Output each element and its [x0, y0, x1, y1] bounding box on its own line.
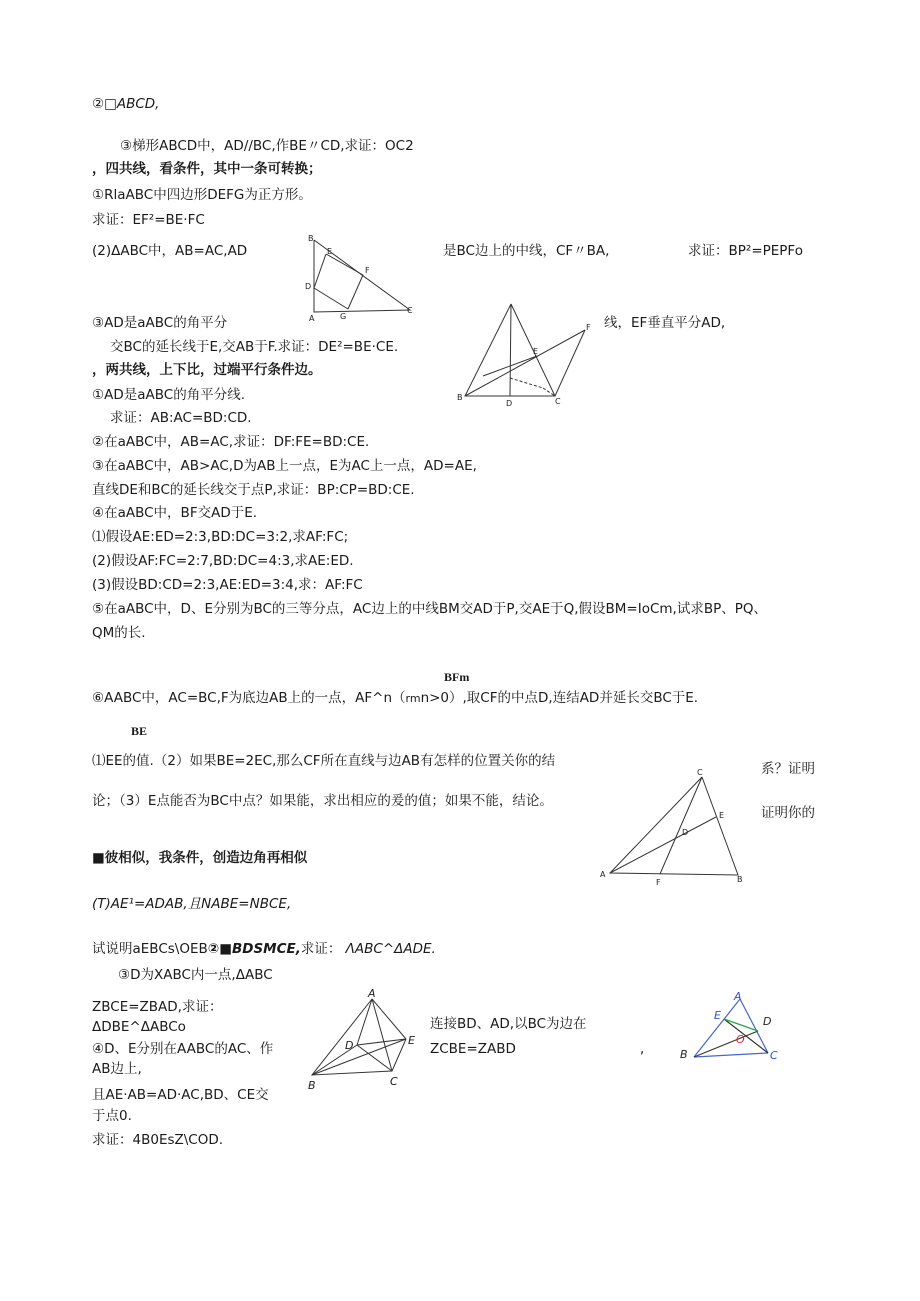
line-18: QM的长.	[92, 625, 146, 641]
label-D: D	[506, 399, 513, 408]
label-F: F	[656, 878, 661, 887]
line-3: ①RlaABC中四边形DEFG为正方形。	[92, 187, 312, 203]
line-27d: ZCBE=ZABD	[430, 1041, 516, 1057]
line-22: (T)AE¹=ADAB,且NABE=NBCE,	[92, 896, 292, 912]
fraction-be: BE	[131, 724, 148, 738]
line-17: ⑤在aABC中，D、E分别为BC的三等分点，AC边上的中线BM交AD于P,交AE于Q,假设BM=IoCm,试求BP、PQ、	[92, 601, 768, 617]
heading-1: ，四共线，看条件，其中一条可转换；	[92, 161, 322, 177]
label-A: A	[734, 990, 742, 1003]
line-24: ③D为XABC内一点,ΔABC	[118, 967, 273, 983]
line-15: (2)假设AF:FC=2:7,BD:DC=4:3,求AE:ED.	[92, 553, 354, 569]
line-2: ③梯形ABCD中，AD//BC,作BE〃CD,求证：OC2	[120, 138, 414, 154]
line-27a: ④D、E分别在AABC的AC、作	[92, 1041, 274, 1057]
line-27c: 连接BD、AD,以BC为边在	[430, 1016, 587, 1032]
line-7: 交BC的延长线于E,交AB于F.求证：DE²=BE·CE.	[110, 339, 399, 355]
label-E: E	[719, 811, 725, 820]
line-23d: ΛABC^ΔADE.	[345, 941, 436, 957]
line-5c: 求证：BP²=PEPFo	[688, 243, 803, 259]
label-B: B	[457, 393, 463, 402]
label-B: B	[680, 1048, 688, 1061]
line-21b: 证明你的	[761, 805, 815, 821]
label-E: E	[714, 1009, 721, 1022]
label-A: A	[309, 314, 315, 323]
label-A: A	[368, 987, 376, 1000]
line-10: ②在aABC中，AB=AC,求证：DF:FE=BD:CE.	[92, 434, 370, 450]
line-13: ④在aABC中，BF交AD于E.	[92, 505, 258, 521]
label-E: E	[533, 347, 539, 356]
pyramid-figure	[302, 985, 427, 1095]
line-25: ZBCE=ZBAD,求证：	[92, 999, 223, 1015]
label-E: E	[408, 1034, 415, 1047]
colored-triangle-figure	[676, 985, 791, 1065]
line-20a: ⑴EE的值.（2）如果BE=2EC,那么CF所在直线与边AB有怎样的位置关你的结	[92, 753, 556, 769]
line-14: ⑴假设AE:ED=2:3,BD:DC=3:2,求AF:FC;	[92, 529, 349, 545]
label-B: B	[308, 1079, 316, 1092]
line-26: ΔDBE^ΔABCo	[92, 1019, 186, 1035]
line-4: 求证：EF²=BE·FC	[92, 212, 205, 228]
label-C: C	[555, 397, 561, 406]
line-5b: 是BC边上的中线，CF〃BA,	[443, 243, 610, 259]
label-D: D	[345, 1039, 354, 1052]
square-triangle-figure	[298, 232, 418, 324]
line-19	[92, 689, 698, 708]
label-A: A	[600, 870, 606, 879]
label-C: C	[390, 1075, 398, 1088]
label-B: B	[308, 234, 314, 243]
heading-3: ■彼相似，我条件，创造边角再相似	[92, 850, 308, 866]
line-8: ①AD是aABC的角平分线.	[92, 387, 245, 403]
line-19a: ⑥AABC中，AC=BC,F为底边AB上的一点，AF^n（	[92, 690, 406, 706]
line-29: 于点0.	[92, 1108, 132, 1124]
line-23c: 求证：	[300, 941, 342, 957]
label-F: F	[365, 266, 370, 275]
line-19b: n>0）,取CF的中点D,连结AD并延长交BC于E.	[420, 690, 699, 706]
line-16: (3)假设BD:CD=2:3,AE:ED=3:4,求：AF:FC	[92, 577, 363, 593]
line-27b: AB边上,	[92, 1061, 142, 1077]
label-D: D	[763, 1015, 772, 1028]
line-23	[92, 940, 436, 958]
label-C: C	[697, 768, 703, 777]
line-30: 求证：4B0EsZ\COD.	[92, 1132, 224, 1148]
label-F: F	[586, 323, 591, 332]
line-5a: (2)ΔABC中，AB=AC,AD	[92, 243, 248, 259]
fraction-bfm: BFm	[444, 670, 470, 684]
label-B: B	[737, 875, 743, 884]
line-23a: 试说明aEBCs\OEB	[92, 941, 208, 957]
line-28: 且AE·AB=AD·AC,BD、CE交	[92, 1087, 269, 1103]
label-D: D	[682, 828, 689, 837]
line-23b: ②■BDSMCE,	[207, 941, 301, 957]
line-20b: 系？证明	[761, 761, 815, 777]
label-G: G	[340, 312, 347, 321]
line-12: 直线DE和BC的延长线交于点P,求证：BP:CP=BD:CE.	[92, 482, 415, 498]
line-19-sub: rm	[405, 692, 421, 705]
label-C: C	[407, 306, 413, 315]
triangle-cevian-figure	[598, 765, 748, 890]
label-D: D	[305, 282, 312, 291]
line-1: ②□ABCD,	[92, 96, 160, 112]
label-E: E	[327, 247, 333, 256]
line-6b: 线，EF垂直平分AD,	[604, 315, 726, 331]
line-11: ③在aABC中，AB>AC,D为AB上一点，E为AC上一点，AD=AE,	[92, 458, 477, 474]
heading-2: ，两共线，上下比，过端平行条件边。	[92, 362, 322, 378]
line-21a: 论；（3）E点能否为BC中点？如果能，求出相应的爰的值；如果不能，结论。	[92, 793, 553, 809]
line-27e: ,	[640, 1041, 645, 1057]
line-6a: ③AD是aABC的角平分	[92, 315, 228, 331]
label-O: O	[736, 1033, 745, 1046]
bisector-figure	[455, 300, 605, 408]
label-C: C	[770, 1049, 778, 1062]
line-9: 求证：AB:AC=BD:CD.	[110, 410, 252, 426]
